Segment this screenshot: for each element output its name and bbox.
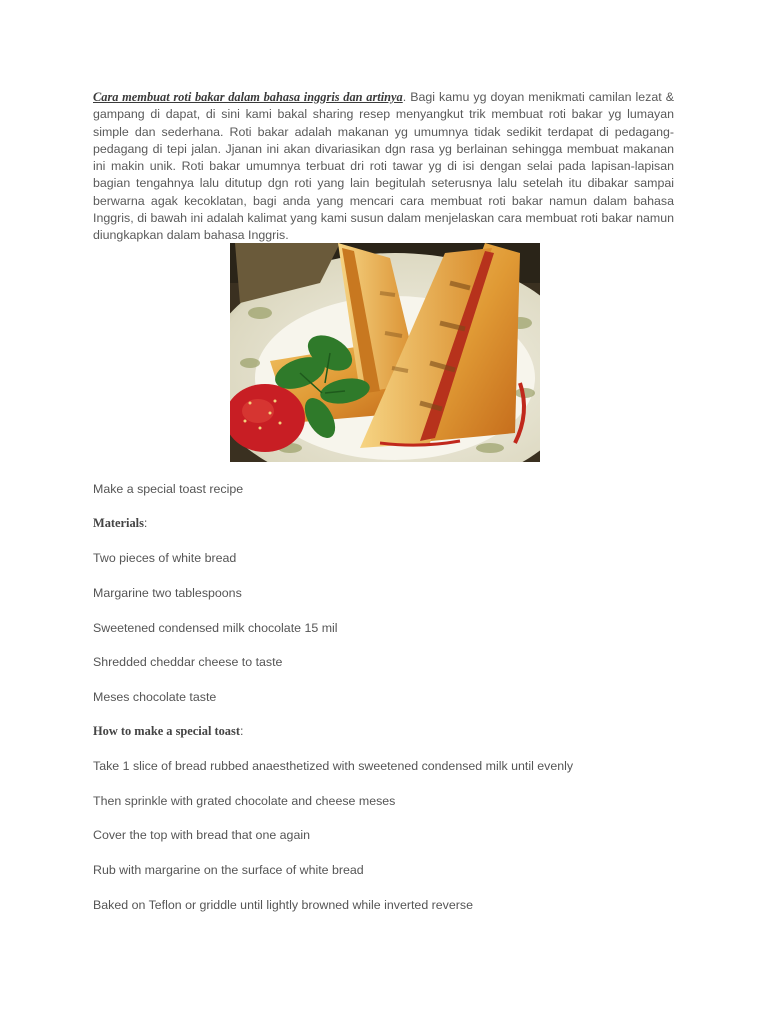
material-item: Margarine two tablespoons	[93, 586, 242, 600]
step-item: Then sprinkle with grated chocolate and cheese meses	[93, 794, 396, 808]
recipe-title: Make a special toast recipe	[93, 482, 244, 496]
toast-photo-image	[230, 243, 540, 462]
material-item: Meses chocolate taste	[93, 690, 217, 704]
step-item: Take 1 slice of bread rubbed anaesthetized with sweetened condensed milk until evenly	[93, 759, 574, 773]
materials-heading-line: Materials:	[93, 516, 148, 530]
material-item: Sweetened condensed milk chocolate 15 mil	[93, 621, 338, 635]
step-item: Rub with margarine on the surface of white bread	[93, 863, 364, 877]
intro-body: . Bagi kamu yg doyan menikmati camilan lezat & gampang di dapat, di sini kami bakal sharing resep menyangkut trik membuat roti bakar yg lumayan simple dan sederhana. Roti bakar adalah makanan yg umumnya tidak sedikit terdapat di pedagang-pedagang di tepi jalan. Jjanan ini akan divariasikan dgn rasa yg berlainan sehingga membuat makanan ini makin unik. Roti bakar umumnya terbuat dri roti tawar yg di isi dengan selai pada lapisan-lapisan bagian tengahnya lalu ditutup dgn roti yang lain begitulah seterusnya lalu setelah itu dibakar sampai berwarna agak kecoklatan, bagi anda yang mencari cara membuat roti bakar namun dalam bahasa Inggris, di bawah ini adalah kalimat yang kami susun dalam menjelaskan cara membuat roti bakar namun diungkapkan dalam bahasa Inggris.	[93, 90, 674, 243]
materials-heading: Materials	[93, 516, 144, 530]
step-item: Cover the top with bread that one again	[93, 828, 310, 842]
steps-heading-line: How to make a special toast:	[93, 724, 244, 738]
steps-heading: How to make a special toast	[93, 724, 240, 738]
material-item: Shredded cheddar cheese to taste	[93, 655, 283, 669]
material-item: Two pieces of white bread	[93, 551, 237, 565]
toast-photo	[230, 243, 540, 462]
intro-paragraph	[93, 89, 674, 245]
document-page	[93, 89, 674, 245]
article-title-link[interactable]: Cara membuat roti bakar dalam bahasa inggris dan artinya	[93, 90, 403, 104]
step-item: Baked on Teflon or griddle until lightly browned while inverted reverse	[93, 898, 473, 912]
